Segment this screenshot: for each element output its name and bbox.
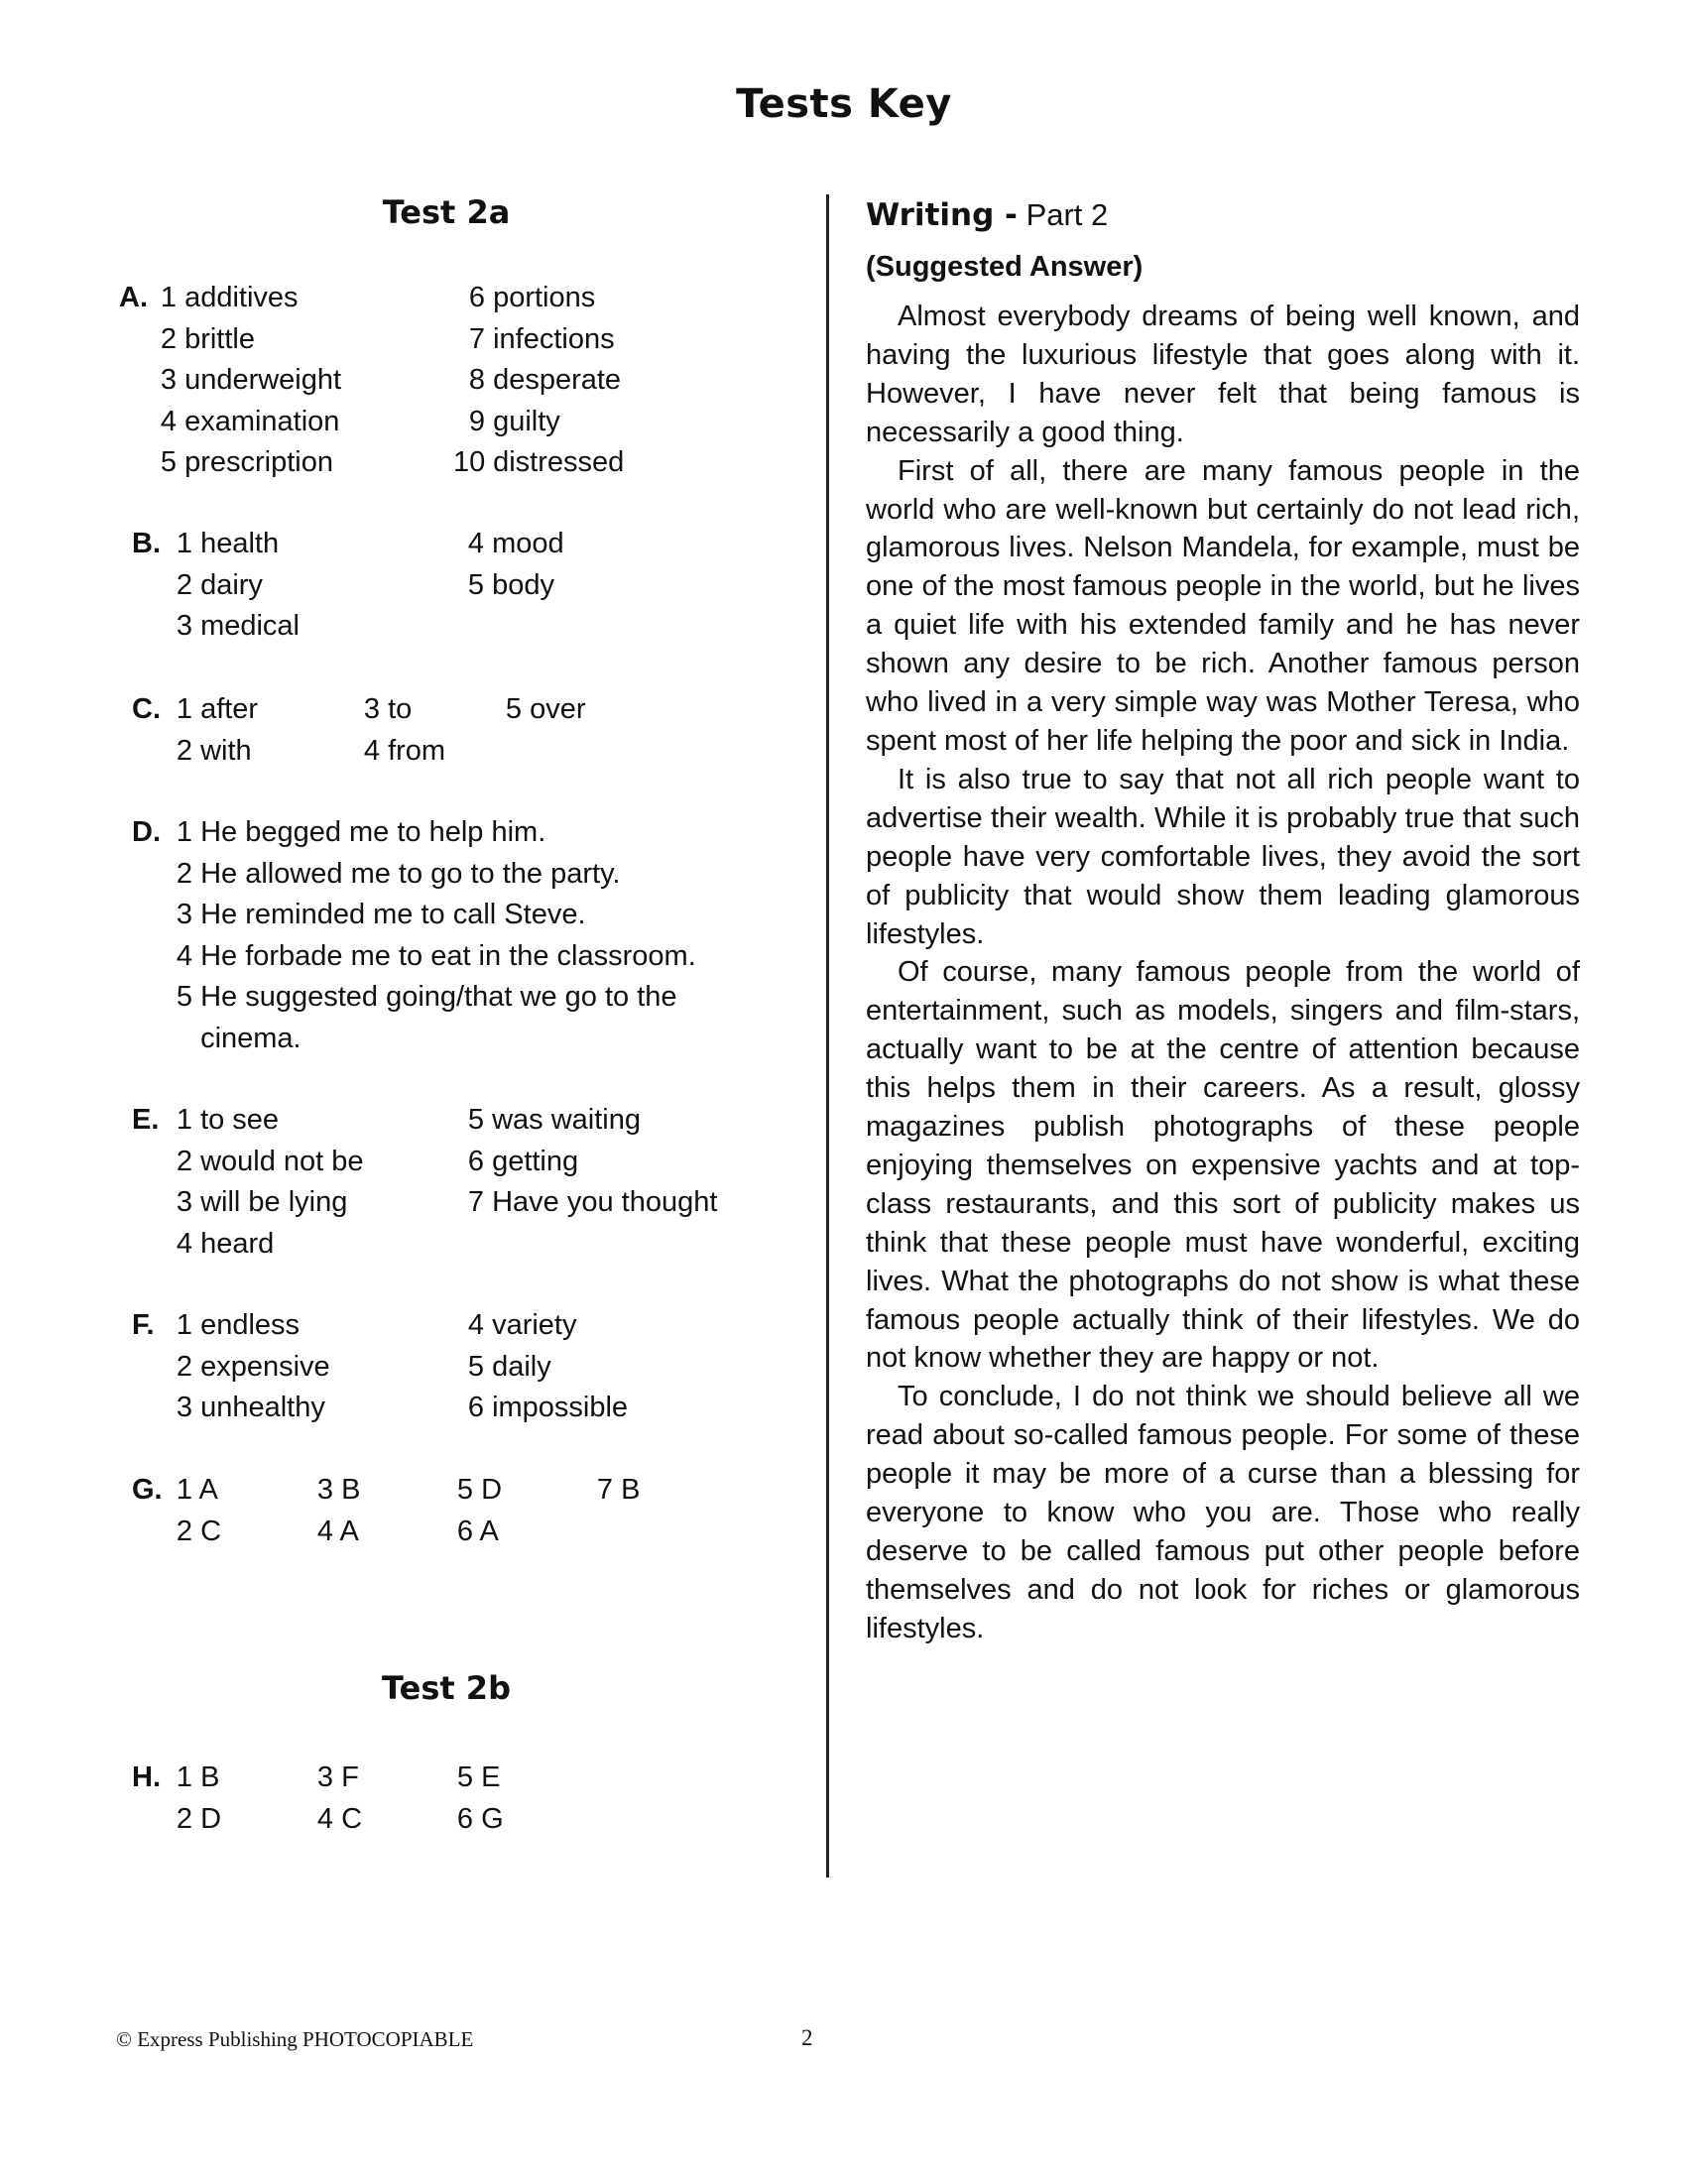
answer-item: 9 guilty <box>468 405 560 437</box>
page-number: 2 <box>801 2025 813 2050</box>
answer-item: 6 getting <box>467 1145 579 1177</box>
answer-item: 8 desperate <box>468 364 622 396</box>
copyright-notice: © Express Publishing PHOTOCOPIABLE <box>116 2027 474 2051</box>
answer-item: 5 prescription <box>160 446 333 478</box>
essay-paragraph: It is also true to say that not all rich people want to advertise their wealth. While it is probably true that such people have very comfortable lives, they avoid the sort of publicity that would show them leading glamorous lifestyles. <box>866 763 1580 950</box>
answer-item: 1 B <box>176 1761 220 1793</box>
answer-item: 4 heard <box>176 1227 275 1260</box>
answer-item: 5 E <box>456 1761 501 1793</box>
answer-item: 4 C <box>316 1802 363 1835</box>
section-letter: C. <box>132 693 161 725</box>
answer-item: 10 distressed <box>453 446 625 478</box>
answer-item: 1 health <box>176 528 280 559</box>
test-2a-heading: Test 2a <box>382 193 511 231</box>
answer-item: 2 D <box>176 1802 222 1835</box>
answer-item: 1 endless <box>176 1309 301 1341</box>
answer-item: 4 He forbade me to eat in the classroom. <box>176 939 696 972</box>
answer-item: 2 dairy <box>176 568 263 601</box>
answer-item: 5 over <box>505 693 586 725</box>
answer-item: 5 He suggested going/that we go to the <box>176 981 677 1013</box>
section-letter: G. <box>132 1474 163 1506</box>
answer-item: 2 expensive <box>176 1350 330 1383</box>
answer-item: 5 D <box>456 1474 503 1506</box>
writing-column <box>866 193 1580 1648</box>
answer-item: 3 F <box>316 1761 359 1793</box>
answer-item: 2 brittle <box>160 322 255 355</box>
column-divider <box>826 194 829 1878</box>
essay-paragraph: First of all, there are many famous people in the world who are well-known but certainly do not lead rich, glamorous lives. Nelson Mandela, for example, must be one of the most famous people in the world, but he lives a quiet life with his extended family and he has never shown any desire to be rich. Another famous person who lived in a very simple way was Mother Teresa, who spent most of her life helping the poor and sick in India. <box>866 454 1580 757</box>
test-2b-heading: Test 2b <box>382 1669 511 1707</box>
answer-item: 3 unhealthy <box>176 1392 325 1423</box>
answer-item: 2 He allowed me to go to the party. <box>176 857 621 890</box>
answer-item: 4 mood <box>467 528 564 559</box>
answer-item: 3 to <box>363 693 413 725</box>
suggested-answer-label: (Suggested Answer) <box>866 251 1144 283</box>
answer-item: 5 body <box>467 568 554 601</box>
answer-item: 4 from <box>363 734 446 767</box>
answer-item: 7 Have you thought <box>467 1186 718 1218</box>
answer-item: 7 B <box>596 1474 641 1506</box>
answer-item: 6 impossible <box>467 1392 629 1423</box>
section-letter: E. <box>132 1104 160 1136</box>
answer-item: 6 G <box>456 1802 504 1835</box>
answer-item: 1 A <box>176 1474 218 1506</box>
answer-item: 3 will be lying <box>176 1186 348 1218</box>
section-letter: B. <box>132 528 161 559</box>
answer-item: 4 examination <box>160 405 340 437</box>
answer-item: 6 A <box>456 1515 499 1547</box>
answer-item: cinema. <box>200 1022 301 1054</box>
answer-item: 3 B <box>316 1474 361 1506</box>
page-title: Tests Key <box>736 81 952 127</box>
section-letter: F. <box>132 1309 155 1341</box>
section-letter: H. <box>132 1761 161 1793</box>
answer-item: 3 He reminded me to call Steve. <box>176 899 586 930</box>
section-letter: D. <box>132 816 161 848</box>
essay-text <box>866 298 1580 1648</box>
essay-paragraph: Of course, many famous people from the world of entertainment, such as models, singers and film-stars, actually want to be at the centre of attention because this helps them in their careers. As a result, glossy magazines publish photographs of these people enjoying themselves on expensive yachts and at top-class restaurants, and this sort of publicity makes us think that these people must have wonderful, exciting lives. What the photographs do not show is what these famous people actually think of their lifestyles. We do not know whether they are happy or not. <box>866 956 1580 1375</box>
answer-item: 1 additives <box>160 282 299 313</box>
essay-paragraph: Almost everybody dreams of being well known, and having the luxurious lifestyle that goes along with it. However, I have never felt that being famous is necessarily a good thing. <box>866 301 1580 448</box>
essay-paragraph: To conclude, I do not think we should believe all we read about so-called famous people. For some of these people it may be more of a curse than a blessing for everyone to know who you are. Those who really deserve to be called famous put other people before themselves and do not look for riches or glamorous lifestyles. <box>866 1381 1580 1644</box>
answer-item: 5 was waiting <box>467 1104 641 1136</box>
answer-item: 3 medical <box>176 610 300 642</box>
section-letter: A. <box>119 282 148 313</box>
answer-item: 2 C <box>176 1515 222 1547</box>
answer-item: 1 after <box>176 693 259 725</box>
answer-item: 1 to see <box>176 1104 280 1136</box>
answer-item: 2 would not be <box>176 1145 364 1177</box>
answer-item: 4 A <box>316 1515 359 1547</box>
answer-item: 4 variety <box>467 1309 577 1341</box>
writing-heading: Writing - Part 2 <box>866 197 1109 233</box>
answer-item: 6 portions <box>468 282 596 313</box>
answer-item: 5 daily <box>467 1350 551 1383</box>
answer-item: 2 with <box>176 734 252 767</box>
answer-item: 3 underweight <box>160 364 342 396</box>
answer-item: 1 He begged me to help him. <box>176 816 546 848</box>
answer-item: 7 infections <box>468 322 615 355</box>
